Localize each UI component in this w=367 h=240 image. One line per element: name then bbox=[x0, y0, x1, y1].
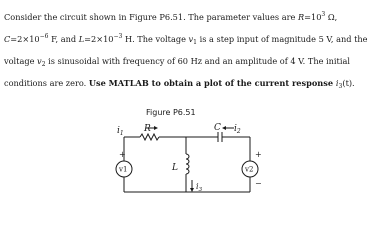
text-segment: =2×10 bbox=[84, 34, 114, 44]
text-segment: Consider the circuit shown in Figure P6.51. The parameter values are bbox=[4, 12, 298, 22]
label-C: C bbox=[214, 123, 221, 133]
minus-sign-v2: − bbox=[255, 179, 262, 188]
var-v: v bbox=[37, 56, 42, 66]
text-segment: (t). bbox=[342, 78, 355, 88]
label-v1: v1 bbox=[119, 165, 128, 174]
text-segment: =2×10 bbox=[10, 34, 40, 44]
text-segment: voltage bbox=[4, 56, 38, 66]
text-segment: is a step input of magnitude 5 V, and the bbox=[197, 34, 367, 44]
inductor bbox=[186, 154, 189, 174]
label-L: L bbox=[172, 163, 178, 173]
exponent: 3 bbox=[321, 11, 326, 18]
subscript: 1 bbox=[193, 39, 197, 46]
var-L: L bbox=[78, 34, 85, 44]
arrowhead-i3 bbox=[190, 188, 194, 192]
var-i: i bbox=[335, 78, 339, 88]
arrowhead-i2 bbox=[222, 126, 226, 130]
label-i1: $i_1$ bbox=[117, 126, 124, 137]
exponent: −6 bbox=[39, 33, 49, 40]
var-R: R bbox=[297, 12, 305, 22]
exponent: −3 bbox=[113, 33, 123, 40]
subscript: 3 bbox=[338, 83, 343, 90]
figure-title: Figure P6.51 bbox=[146, 108, 196, 117]
arrowhead-i1 bbox=[154, 126, 158, 130]
plus-sign-v2: + bbox=[255, 150, 262, 159]
label-R: R bbox=[144, 124, 151, 134]
plus-sign-v1: + bbox=[119, 150, 126, 159]
label-i3: $i_3$ bbox=[196, 182, 203, 193]
var-v: v bbox=[188, 34, 194, 44]
text-segment: =10 bbox=[304, 12, 322, 22]
resistor bbox=[140, 134, 159, 140]
text-segment: conditions are zero. bbox=[4, 78, 89, 88]
text-segment: Ω, bbox=[325, 12, 338, 22]
label-i2: $i_2$ bbox=[234, 124, 241, 135]
var-C: C bbox=[4, 34, 11, 44]
subscript: 2 bbox=[41, 61, 46, 68]
text-segment: F, and bbox=[48, 34, 79, 44]
text-segment: is sinusoidal with frequency of 60 Hz and an amplitude of 4 V. The initial bbox=[45, 56, 350, 66]
label-v2: v2 bbox=[245, 165, 254, 174]
bold-instruction: Use MATLAB to obtain a plot of the current response bbox=[88, 78, 336, 88]
text-segment: H. The voltage bbox=[122, 34, 189, 44]
